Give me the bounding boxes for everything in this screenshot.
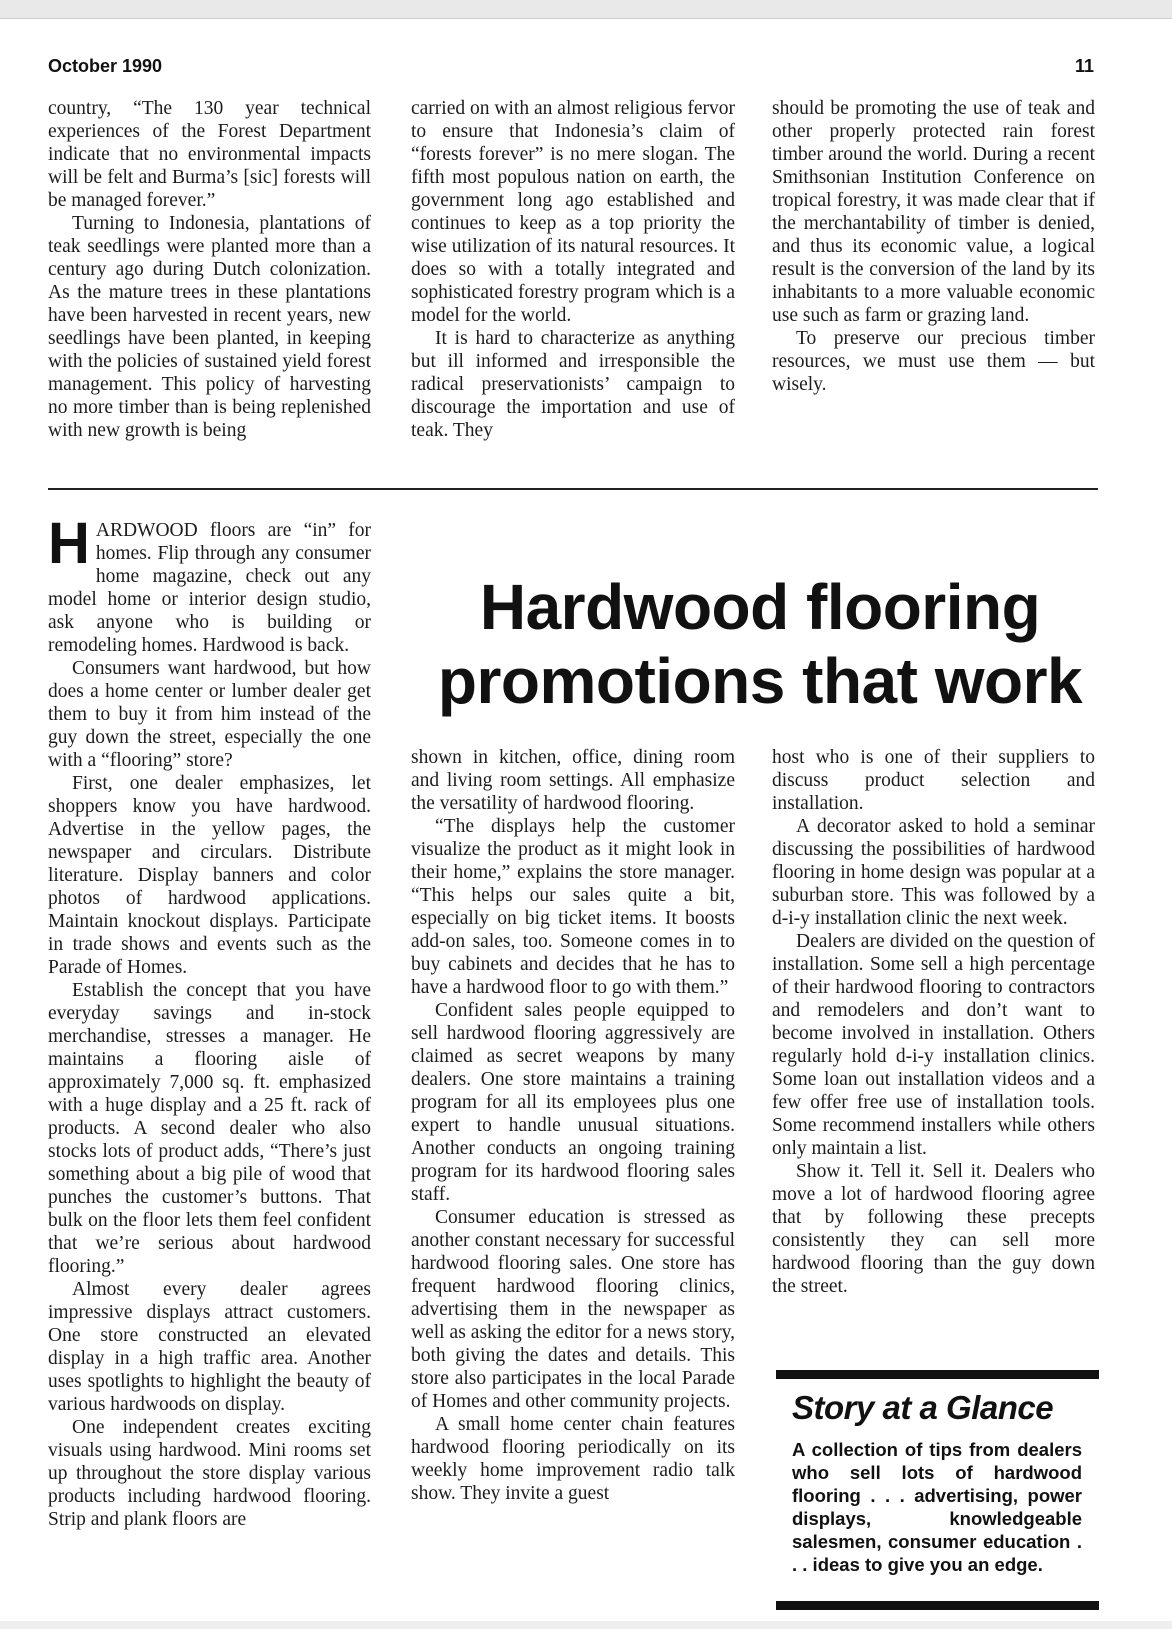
drop-cap: H bbox=[48, 511, 90, 576]
paragraph: carried on with an almost religious fervor to ensure that Indonesia’s claim of “forests forever” is no mere slogan. The fifth most populous nation on earth, the government long ago established and continues to keep as a top priority the wise utilization of its natural resources. It does so with a totally integrated and sophisticated forestry program which is a model for the world. bbox=[411, 98, 735, 326]
paragraph: Confident sales people equipped to sell hardwood flooring aggressively are claimed as secret weapons by many dealers. One store maintains a training program for all its employees plus one expert to handle unusual situations. Another conducts an ongoing training program for its hardwood flooring sales staff. bbox=[411, 1000, 735, 1205]
article-column-2 bbox=[411, 746, 735, 1505]
sidebar-top-bar bbox=[776, 1370, 1099, 1379]
page-bottom-edge bbox=[0, 1621, 1172, 1629]
paragraph: One independent creates exciting visuals using hardwood. Mini rooms set up throughout the store display various products including hardwood flooring. Strip and plank floors are bbox=[48, 1417, 371, 1530]
sidebar-title: Story at a Glance bbox=[792, 1389, 1054, 1426]
paragraph: Consumers want hardwood, but how does a home center or lumber dealer get them to buy it from him instead of the guy down the street, especially the one with a “flooring” store? bbox=[48, 658, 371, 771]
paragraph: country, “The 130 year technical experiences of the Forest Department indicate that no environmental impacts will be felt and Burma’s [sic] forests will be managed forever.” bbox=[48, 98, 371, 211]
issue-date: October 1990 bbox=[48, 56, 163, 76]
paragraph: A small home center chain features hardwood flooring periodically on its weekly home improvement radio talk show. They invite a guest bbox=[411, 1414, 735, 1504]
paragraph: Show it. Tell it. Sell it. Dealers who move a lot of hardwood flooring agree that by following these precepts consistently they can sell more hardwood flooring than the guy down the street. bbox=[772, 1161, 1095, 1297]
paragraph: A decorator asked to hold a seminar discussing the possibilities of hardwood flooring in home design was popular at a suburban store. This was followed by a d-i-y installation clinic the next week. bbox=[772, 816, 1095, 929]
paragraph: Almost every dealer agrees impressive displays attract customers. One store constructed an elevated display in a high traffic area. Another uses spotlights to highlight the beauty of various hardwoods on display. bbox=[48, 1279, 371, 1415]
article-column-3 bbox=[772, 746, 1095, 1298]
paragraph: Consumer education is stressed as another constant necessary for successful hardwood flooring sales. One store has frequent hardwood flooring clinics, advertising them in the newspaper as well as asking the editor for a news story, both giving the dates and details. This store also participates in the local Parade of Homes and other community projects. bbox=[411, 1207, 735, 1412]
top-column-2 bbox=[411, 97, 735, 442]
article-headline: Hardwood flooring promotions that work bbox=[437, 571, 1083, 717]
lead-text: ARDWOOD floors are “in” for homes. Flip through any consumer home magazine, check out any model home or interior design studio, ask anyone who is building or remodeling homes. Hardwood is back. bbox=[48, 520, 371, 656]
article-column-1 bbox=[48, 511, 371, 1531]
paragraph: Establish the concept that you have everyday savings and in-stock merchandise, stresses a manager. He maintains a flooring aisle of approximately 7,000 sq. ft. emphasized with a huge display and a 25 ft. rack of products. A second dealer who also stocks lots of product adds, “There’s just something about a big pile of wood that punches the customer’s buttons. That bulk on the floor lets them feel confident that we’re serious about hardwood flooring.” bbox=[48, 980, 371, 1277]
story-at-a-glance-box bbox=[776, 1370, 1099, 1610]
lead-paragraph bbox=[48, 511, 371, 657]
paragraph: First, one dealer emphasizes, let shoppers know you have hardwood. Advertise in the yellow pages, the newspaper and circulars. Distribute literature. Display banners and color photos of hardwood applications. Maintain knockout displays. Participate in trade shows and events such as the Parade of Homes. bbox=[48, 773, 371, 978]
paragraph: shown in kitchen, office, dining room and living room settings. All emphasize the versatility of hardwood flooring. bbox=[411, 747, 735, 814]
top-column-3 bbox=[772, 97, 1095, 396]
paragraph: It is hard to characterize as anything but ill informed and irresponsible the radical preservationists’ campaign to discourage the importation and use of teak. They bbox=[411, 328, 735, 441]
paragraph: To preserve our precious timber resources, we must use them — but wisely. bbox=[772, 328, 1095, 395]
sidebar-body: A collection of tips from dealers who sell lots of hardwood flooring . . . advertising, power displays, knowledgeable salesmen, consumer education . . . ideas to give you an edge. bbox=[792, 1439, 1082, 1575]
paragraph: should be promoting the use of teak and other properly protected rain forest timber around the world. During a recent Smithsonian Institution Conference on tropical forestry, it was made clear that if the merchantability of timber is denied, and thus its economic value, a logical result is the conversion of the land by its inhabitants to a more valuable economic use such as farm or grazing land. bbox=[772, 98, 1095, 326]
sidebar-bottom-bar bbox=[776, 1601, 1099, 1610]
page-top-edge bbox=[0, 0, 1172, 19]
paragraph: “The displays help the customer visualize the product as it might look in their home,” explains the store manager. “This helps our sales quite a bit, especially on big ticket items. It boosts add-on sales, too. Someone comes in to buy cabinets and decides that he has to have a hardwood floor to go with them.” bbox=[411, 816, 735, 998]
paragraph: Turning to Indonesia, plantations of teak seedlings were planted more than a century ago during Dutch colonization. As the mature trees in these plantations have been harvested in recent years, new seedlings have been planted, in keeping with the policies of sustained yield forest management. This policy of harvesting no more timber than is being replenished with new growth is being bbox=[48, 213, 371, 441]
page-number: 11 bbox=[1075, 56, 1095, 76]
top-column-1 bbox=[48, 97, 371, 442]
section-divider bbox=[48, 488, 1098, 490]
paragraph: Dealers are divided on the question of installation. Some sell a high percentage of their hardwood flooring to contractors and remodelers and don’t want to become involved in installation. Others regularly hold d-i-y installation clinics. Some loan out installation videos and a few offer free use of installation tools. Some recommend installers while others only maintain a list. bbox=[772, 931, 1095, 1159]
paragraph: host who is one of their suppliers to discuss product selection and installation. bbox=[772, 747, 1095, 814]
